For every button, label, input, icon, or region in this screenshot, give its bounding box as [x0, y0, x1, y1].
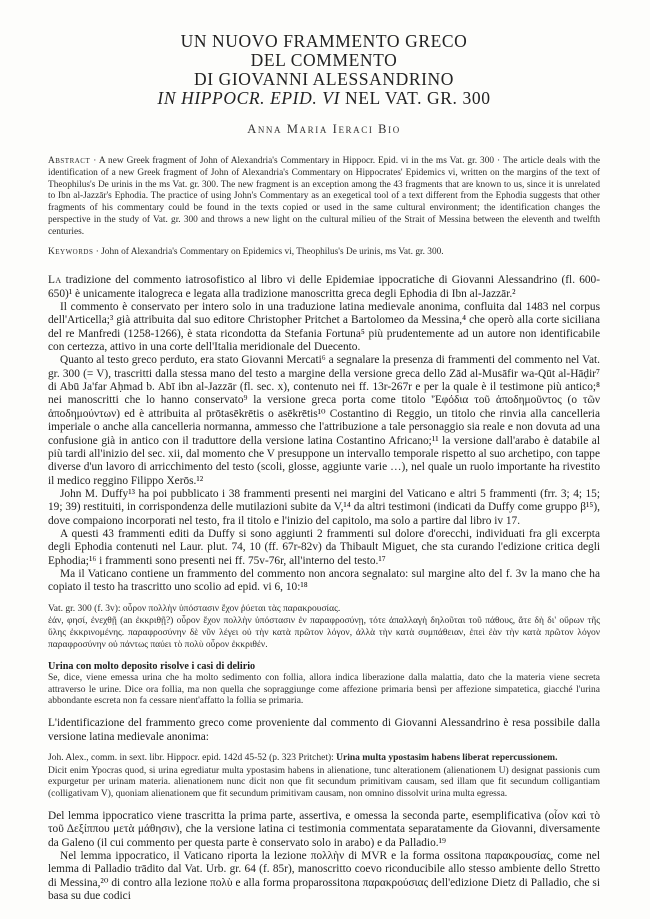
paragraph-9: Nel lemma ippocratico, il Vaticano riporta la lezione πολλὴν di MVR e la forma ossitona παρακρουσίας, come nel lemma di Palladio trādito dal Vat. Urb. gr. 64 (f. 85r), manoscritto coevo riconducibile allo stesso ambiente dello Stretto di Messina,²⁰ di contro alla lezione πολὺ e alla forma proparossitona παρακρούσιας dell'edizione Dietz di Palladio, che si basa su due codici — [48, 850, 600, 903]
paragraph-1-text: tradizione del commento iatrosofistico al libro vi delle Epidemiae ippocratiche di Giovanni Alessandrino (fl. 600-650)¹ è unicamente italogreca e legata alla tradizione manoscritta greca degli Ephodia di Ibn al-Jazzār.² — [48, 274, 600, 300]
paragraph-6: Ma il Vaticano contiene un frammento del commento non ancora segnalato: sul margine alto del f. 3v la mano che ha copiato il testo ha trascritto uno scolio ad epid. vi 6, 10:¹⁸ — [48, 567, 600, 594]
title-line-4-italic: IN HIPPOCR. EPID. VI — [157, 88, 341, 108]
paragraph-5: A questi 43 frammenti editi da Duffy si sono aggiunti 2 frammenti sul dolore d'orecchi, individuati fra gli excerpta degli Ephodia contenuti nel Laur. plut. 74, 10 (ff. 67r-82v) da Thibault Miguet, che sta curando l'edizione critica degli Ephodia;¹⁶ i frammenti sono presenti nei ff. 75v-76r, all'interno del testo.¹⁷ — [48, 527, 600, 567]
title-line-1: UN NUOVO FRAMMENTO GRECO — [180, 31, 468, 51]
title-line-3: DI GIOVANNI ALESSANDRINO — [193, 69, 455, 89]
paragraph-1-cap: La — [48, 274, 62, 287]
keywords-label: Keywords — [48, 246, 94, 257]
latin-version-source: Joh. Alex., comm. in sext. libr. Hippocr. epid. 142d 45-52 (p. 323 Pritchet): — [48, 752, 337, 763]
article-title — [48, 0, 600, 108]
paragraph-3: Quanto al testo greco perduto, era stato Giovanni Mercati⁶ a segnalare la presenza di frammenti del commento nel Vat. gr. 300 (= V), trascritti dalla stessa mano del testo a margine della versione greca dello Zād al-Musāfir wa-Qūt al-Hāḍir⁷ di Abū Ja'far Aḥmad b. Abī ibn al-Jazzār (fl. sec. x), contenuto nei ff. 13r-267r e per la quale è il testimone più antico;⁸ nei manoscritti che lo hanno conservato⁹ la versione greca porta come titolo 'Ἐφόδια τοῦ ἀποδημοῦντος (o τῶν ἀποδημούντων) ed è attribuita al prōtasēkrētis o asēkrētis¹⁰ Costantino di Reggio, un titolo che rinvia alla cancelleria imperiale o anche alla cancelleria normanna, ammesso che l'attribuzione a tale personaggio sia reale e non dovuta ad una confusione già in antico con il traduttore della versione latina Costantino Africano;¹¹ la versione dall'arabo è databile al più tardi all'inizio del sec. xii, dal momento che V presuppone un intervallo temporale rispetto al suo archetipo, con tappe diverse d'un lavoro di arricchimento del testo (scoli, glosse, aggiunte varie …), nel quale un ruolo importante ha rivestito il medico reggino Filippo Xerōs.¹² — [48, 354, 600, 487]
latin-version-head — [48, 753, 600, 765]
abstract-label: Abstract — [48, 156, 91, 166]
title-line-4 — [48, 89, 600, 108]
latin-version-text: Dicit enim Ypocras quod, si urina egrediatur multa ypostasim habens in alienatione, tunc alterationem (alienationem U) designat passionis cum expurgetur per urinam materia. alienationem nunc dicit non que fit secundum primitivam causam, sed illam que fit secundum colligantiam (colligativam V), quoniam alienationem que fit secundum primitivam causam, non omnino dissolvit urina multa egressa. — [48, 765, 600, 800]
title-line-4-rest: NEL VAT. GR. 300 — [340, 88, 491, 108]
keywords — [48, 247, 600, 259]
article-body-3 — [48, 810, 600, 903]
abstract — [48, 156, 600, 239]
paragraph-7: L'identificazione del frammento greco come proveniente dal commento di Giovanni Alessandrino è resa possibile dalla versione latina medievale anonima: — [48, 717, 600, 743]
paragraph-4: John M. Duffy¹³ ha poi pubblicato i 38 frammenti presenti nei margini del Vaticano e altri 5 frammenti (frr. 3; 4; 15; 19; 39) restituiti, in corrispondenza delle mutilazioni subite da V,¹⁴ da altri testimoni (indicati da Duffy come gruppo β¹⁵), dove compaiono incorporati nel testo, fra il titolo e l'inizio del capitolo, ma solo a partire dal libro iv 17. — [48, 487, 600, 527]
title-line-2: DEL COMMENTO — [250, 50, 398, 70]
article-body-2 — [48, 717, 600, 744]
greek-scholium — [48, 604, 600, 652]
translation-text: Se, dice, viene emessa urina che ha molto sedimento con follia, allora indica liberazione dalla malattia, dato che la materia viene secreta attraverso le urine. Dice ora follia, ma non quella che sopraggiunge come affezione primaria bensì per affezione simpatetica, giacché l'urina abbondante escreta non fa cessare nient'affatto la follia se primaria. — [48, 672, 600, 707]
latin-version — [48, 753, 600, 801]
abstract-text: · A new Greek fragment of John of Alexandria's Commentary in Hippocr. Epid. vi in the ms Vat. gr. 300 · The article deals with the identification of a new Greek fragment of John of Alexandria's Commentary on Hippocrates' Epidemics vi, written on the margins of the text of Theophilus's De urinis in the ms Vat. gr. 300. The new fragment is an exception among the 43 fragments that are known to us, since it is unrelated to Ibn al-Jazzār's Ephodia. The practice of using John's Commentary as an exegetical tool of a text different from the Ephodia suggests that other fragments of his commentary could be found in the texts copied or used in the same cultural environment; the identification changes the perspective in the study of Vat. gr. 300 and throws a new light on the cultural milieu of the Strait of Messina between the eleventh and twelfth centuries. — [48, 156, 600, 237]
latin-version-lemma: Urina multa ypostasim habens liberat repercussionem. — [336, 752, 558, 763]
author-name: Anna Maria Ieraci Bio — [247, 122, 401, 136]
paragraph-1 — [48, 274, 600, 301]
article-body — [48, 274, 600, 594]
greek-scholium-head: Vat. gr. 300 (f. 3v): οὖρον πολλὴν ὑπόστασιν ἔχον ῥύεται τὰς παρακρουσίας. — [48, 603, 341, 614]
paragraph-8: Del lemma ippocratico viene trascritta la prima parte, assertiva, e omessa la seconda parte, esemplificativa (οἷον καὶ τὸ τοῦ Δεξίππου μετὰ μάθησιν), che la versione latina ci testimonia commentata separatamente da Giovanni, diversamente da Galeno (il cui commento per questa parte è conservato solo in arabo) e da Palladio.¹⁹ — [48, 810, 600, 849]
paragraph-2: Il commento è conservato per intero solo in una traduzione latina medievale anonima, confluita dal 1483 nel corpus dell'Articella;³ già attribuita dal suo editore Christopher Pritchet a Bartolomeo da Messina,⁴ che operò alla corte siciliana del re Manfredi (1258-1266), è stata ricondotta da Stefania Fortuna⁵ più prudentemente ad un autore non identificabile con certezza, attivo in una corte dell'Italia meridionale del Duecento. — [48, 301, 600, 354]
greek-scholium-text: ἐάν, φησί, ἐνεχθῇ (an ἐκκριθῇ?) οὖρον ἔχον πολλὴν ὑπόστασιν ἐν παραφροσύνῃ, τότε ἀπαλλαγὴ δηλοῦται τοῦ πάθους, ἅτε δὴ δι' οὔρων τῆς ὕλης ἐκκρινομένης. παραφροσύνην δὲ νῦν λέγει οὐ τὴν κατὰ πρῶτον λόγον, ἀλλὰ τὴν κατὰ συμπάθειαν, ἐπεὶ ἐὰν τὴν κατὰ πρῶτον λόγον παραφροσύνην οὐ πάντως παύει τὸ πολὺ οὖρον ἐκκριθέν. — [48, 616, 600, 651]
keywords-text: · John of Alexandria's Commentary on Epidemics vi, Theophilus's De urinis, ms Vat. gr. 300. — [93, 246, 444, 257]
translation-heading: Urina con molto deposito risolve i casi di delirio — [48, 660, 256, 672]
